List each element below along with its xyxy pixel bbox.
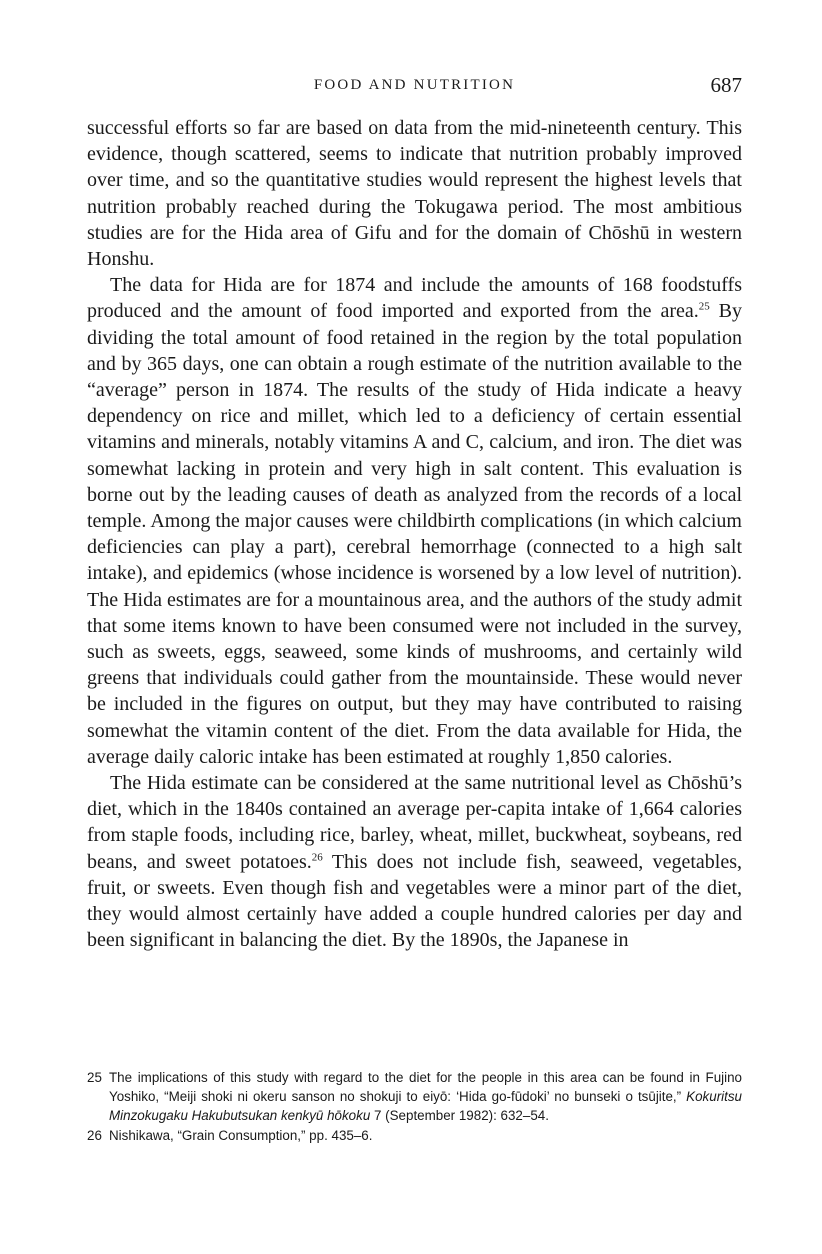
footnote-ref-25: 25 xyxy=(698,300,710,313)
footnote-text-end: 7 (September 1982): 632–54. xyxy=(370,1108,549,1124)
paragraph-2-text-a: The data for Hida are for 1874 and include the amounts of 168 foodstuffs produced and the amount of food imported and exported from the area. xyxy=(87,274,742,323)
paragraph-2 xyxy=(87,272,742,770)
paragraph-1 xyxy=(87,115,742,272)
paragraph-3-text-a: The Hida estimate can be considered at the same nutritional level as Chōshū’s diet, which in the 1840s contained an average per-capita intake of 1,664 calories from staple foods, including rice, barley, wheat, millet, buckwheat, soybeans, red beans, and sweet potatoes. xyxy=(87,772,742,873)
paragraph-3 xyxy=(87,770,742,953)
footnote-26 xyxy=(87,1126,742,1145)
footnote-text: The implications of this study with regard to the diet for the people in this area can be found in Fujino Yoshiko, “Meiji shoki ni okeru sanson no shokuji to eiyō: ‘Hida go-fūdoki’ no bunseki o tsūjite,” xyxy=(109,1070,742,1105)
page-number: 687 xyxy=(710,73,742,97)
footnote-25 xyxy=(87,1068,742,1126)
paragraph-2-text-b: By dividing the total amount of food retained in the region by the total population and by 365 days, one can obtain a rough estimate of the nutrition available to the “average” person in 1874. The results of the study of Hida indicate a heavy dependency on rice and millet, which led to a deficiency of certain essential vitamins and minerals, notably vitamins A and C, calcium, and iron. The diet was somewhat lacking in protein and very high in salt content. This evaluation is borne out by the leading causes of death as analyzed from the records of a local temple. Among the major causes were childbirth complications (in which calcium deficiencies can play a part), cerebral hemorrhage (connected to a high salt intake), and epidemics (whose incidence is worsened by a low level of nutrition). The Hida estimates are for a mountainous area, and the authors of the study admit that some items known to have been consumed were not included in the survey, such as sweets, eggs, seaweed, some kinds of mushrooms, and certainly wild greens that individuals could gather from the mountainside. These would never be included in the figures on output, but they may have contributed to raising somewhat the vitamin content of the diet. From the data available for Hida, the average daily caloric intake has been estimated at roughly 1,850 calories. xyxy=(87,300,742,768)
footnote-number: 26 xyxy=(87,1127,102,1143)
paragraph-1-text: successful efforts so far are based on data from the mid-nineteenth century. This evidence, though scattered, seems to indicate that nutrition probably improved over time, and so the quantitative studies would represent the highest levels that nutrition probably reached during the Tokugawa period. The most ambitious studies are for the Hida area of Gifu and for the domain of Chōshū in western Honshu. xyxy=(87,117,742,271)
footnote-ref-26: 26 xyxy=(311,851,323,864)
footnotes xyxy=(87,1068,742,1145)
running-title: FOOD AND NUTRITION xyxy=(313,77,516,93)
paragraph-3-text-b: This does not include fish, seaweed, vegetables, fruit, or sweets. Even though fish and vegetables were a minor part of the diet, they would almost certainly have added a couple hundred calories per day and been significant in balancing the diet. By the 1890s, the Japanese in xyxy=(87,850,742,952)
footnote-text: Nishikawa, “Grain Consumption,” pp. 435–6. xyxy=(109,1127,373,1143)
running-header xyxy=(87,72,742,98)
body-text xyxy=(87,115,742,954)
footnote-journal-title: Kokuritsu Minzokugaku Hakubutsukan kenkyū hōkoku xyxy=(109,1089,742,1124)
footnote-number: 25 xyxy=(87,1070,102,1085)
